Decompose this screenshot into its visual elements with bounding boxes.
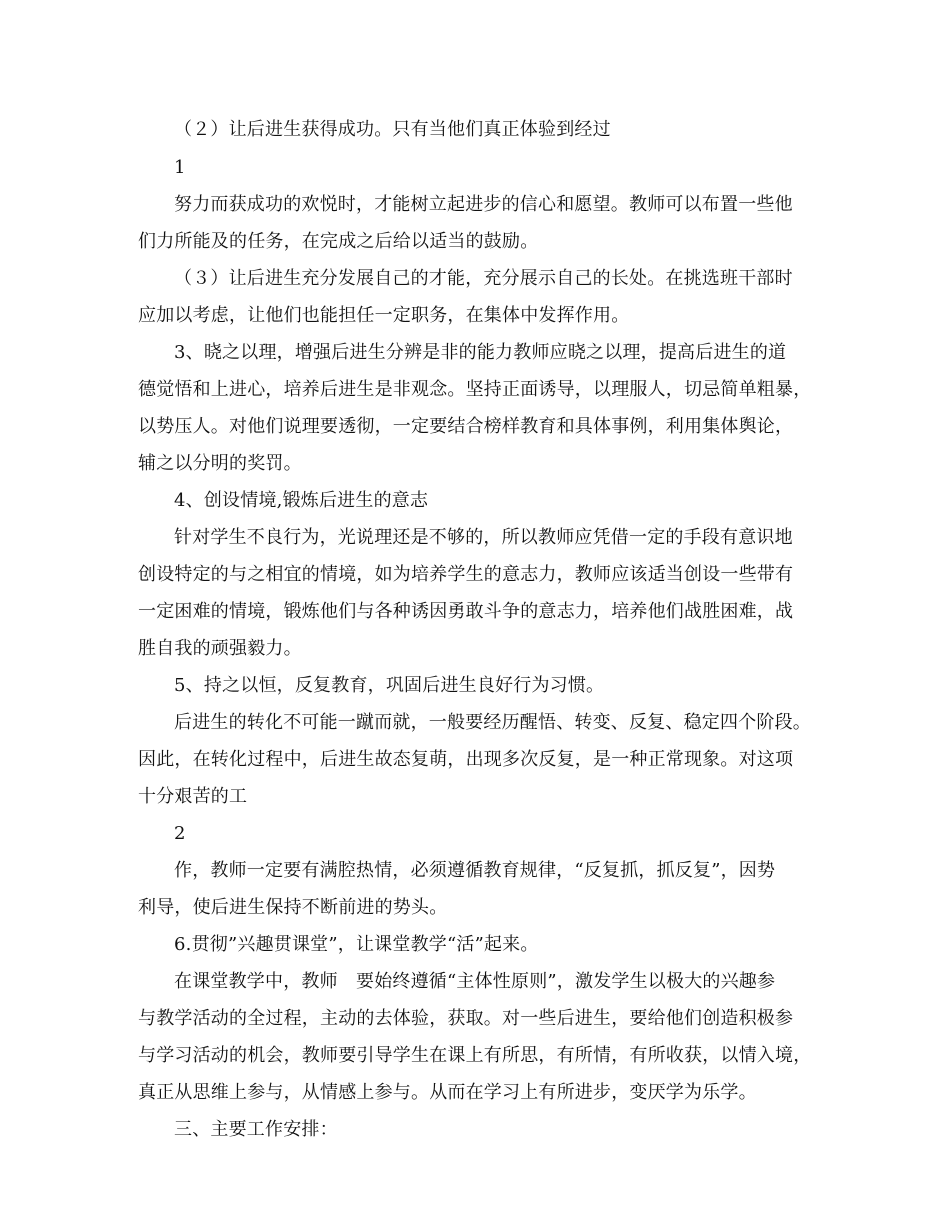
text-line: 应加以考虑，让他们也能担任一定职务，在集体中发挥作用。 [138, 305, 630, 326]
text-line: 利导，使后进生保持不断前进的势头。 [138, 897, 448, 918]
paragraph-2-heading: （２）让后进生获得成功。只有当他们真正体验到经过 [174, 119, 611, 140]
text-line: 德觉悟和上进心，培养后进生是非观念。坚持正面诱导，以理服人，切忌简单粗暴， [138, 379, 812, 400]
text-line: 针对学生不良行为，光说理还是不够的，所以教师应凭借一定的手段有意识地 [174, 527, 793, 548]
paragraph-3-heading: （３）让后进生充分发展自己的才能，充分展示自己的长处。在挑选班干部时 [174, 268, 793, 289]
text-line: 十分艰苦的工 [138, 786, 248, 807]
text-line: 努力而获成功的欢悦时，才能树立起进步的信心和愿望。教师可以布置一些他 [174, 194, 793, 215]
text-line: 真正从思维上参与，从情感上参与。从而在学习上有所进步，变厌学为乐学。 [138, 1082, 757, 1103]
part-3-heading: 三、主要工作安排： [174, 1119, 338, 1140]
text-line: 创设特定的与之相宜的情境，如为培养学生的意志力，教师应该适当创设一些带有 [138, 564, 794, 585]
section-5-heading: 5、持之以恒，反复教育，巩固后进生良好行为习惯。 [174, 675, 605, 696]
section-4-heading: 4、创设情境,锻炼后进生的意志 [174, 490, 429, 511]
text-line: 辅之以分明的奖罚。 [138, 453, 302, 474]
text-line: 一定困难的情境，锻炼他们与各种诱因勇敢斗争的意志力，培养他们战胜困难，战 [138, 601, 794, 622]
section-6-heading: 6.贯彻”兴趣贯课堂”，让课堂教学“活”起来。 [174, 934, 539, 955]
text-line: 们力所能及的任务，在完成之后给以适当的鼓励。 [138, 231, 539, 252]
text-line: 与教学活动的全过程，主动的去体验，获取。对一些后进生，要给他们创造积极参 [138, 1008, 794, 1029]
section-3-heading: 3、晓之以理，增强后进生分辨是非的能力教师应晓之以理，提高后进生的道 [174, 342, 787, 363]
page-number-2: 2 [174, 823, 186, 844]
text-line: 作，教师一定要有满腔热情，必须遵循教育规律，“反复抓，抓反复”，因势 [174, 860, 776, 881]
text-line: 与学习活动的机会，教师要引导学生在课上有所思，有所情，有所收获，以情入境， [138, 1045, 812, 1066]
text-line: 胜自我的顽强毅力。 [138, 638, 302, 659]
page-number-1: 1 [174, 157, 186, 178]
text-line: 后进生的转化不可能一蹴而就，一般要经历醒悟、转变、反复、稳定四个阶段。 [174, 712, 811, 733]
text-line: 在课堂教学中，教师 要始终遵循“主体性原则”，激发学生以极大的兴趣参 [174, 971, 776, 992]
text-line: 因此，在转化过程中，后进生故态复萌，出现多次反复，是一种正常现象。对这项 [138, 749, 794, 770]
text-line: 以势压人。对他们说理要透彻，一定要结合榜样教育和具体事例，利用集体舆论， [138, 416, 794, 437]
